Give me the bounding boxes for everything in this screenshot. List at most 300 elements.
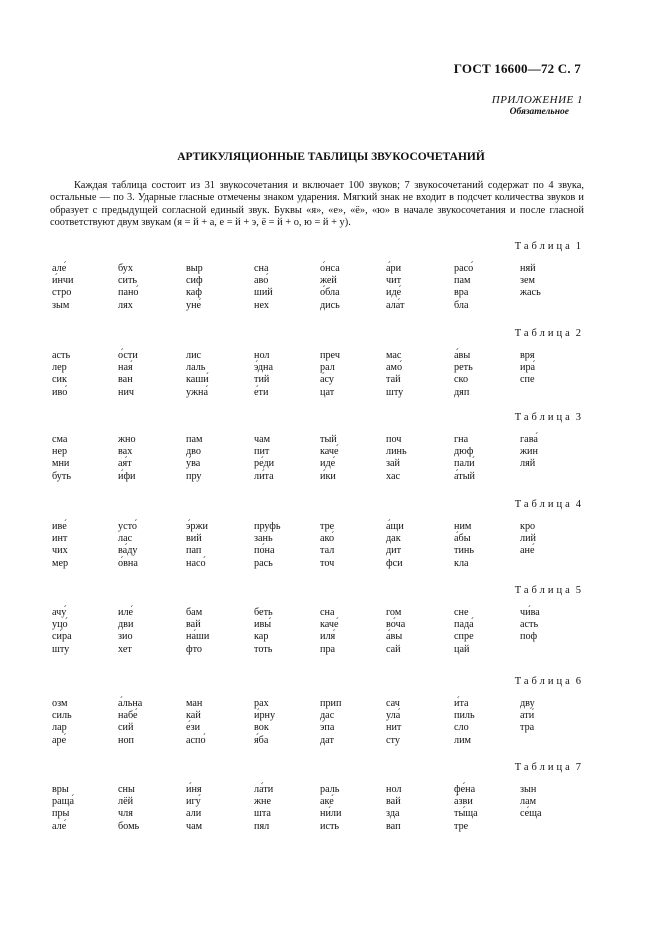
table-label [515, 328, 581, 339]
syllable-cell: асть [520, 619, 539, 631]
table-column [454, 434, 475, 483]
syllable-cell: сту [386, 734, 400, 746]
syllable-cell: чам [254, 434, 271, 445]
syllable-cell: набе́ [118, 710, 138, 722]
syllable-cell: иво́ [52, 386, 68, 398]
syllable-cell: рал [320, 362, 335, 374]
table-column [118, 607, 133, 656]
syllable-cell: чит [386, 275, 402, 287]
syllable-cell: мни [52, 458, 70, 470]
syllable-cell: цай [454, 643, 470, 655]
table-column [520, 434, 538, 471]
syllable-cell: сач [386, 698, 400, 709]
syllable-cell: и́ки [320, 470, 336, 482]
syllable-cell: чи́ва [520, 607, 540, 618]
syllable-cell: ший [254, 287, 273, 299]
syllable-cell: шту [52, 643, 70, 655]
syllable-cell: ная́ [118, 362, 133, 374]
syllable-cell: дат [320, 734, 334, 746]
table-column [254, 434, 274, 483]
syllable-cell: пано́ [118, 287, 139, 299]
appendix-subtitle: Обязательное [509, 107, 569, 117]
table-column [186, 350, 209, 399]
syllable-cell: ре́ди [254, 458, 275, 470]
syllable-cell: стро [52, 287, 72, 299]
syllable-cell: ноп [118, 734, 134, 746]
table-number: 3 [575, 412, 581, 423]
table-label [515, 241, 581, 252]
syllable-cell: ман [186, 698, 203, 709]
table-column [186, 784, 202, 833]
syllable-cell: раль [320, 784, 340, 795]
syllable-cell: поч [386, 434, 402, 445]
syllable-cell: сий [118, 722, 134, 734]
syllable-cell: о́нса [320, 263, 340, 274]
syllable-cell: мер [52, 557, 69, 569]
syllable-cell: уне́ [186, 299, 202, 311]
syllable-cell: и́ня [186, 784, 202, 795]
syllable-cell: раща́ [52, 796, 74, 808]
table-column [52, 263, 73, 312]
syllable-cell: э́ржи [186, 521, 208, 532]
syllable-cell: иве́ [52, 521, 67, 532]
syllable-cell: фси [386, 557, 403, 569]
syllable-cell: кро [520, 521, 536, 532]
syllable-cell: спе [520, 374, 535, 386]
syllable-cell: линь [386, 446, 407, 458]
syllable-cell: жин [520, 446, 538, 458]
syllable-cell: жась [520, 287, 541, 299]
table-column [254, 698, 275, 747]
syllable-cell: вра [454, 287, 469, 299]
table-column [320, 784, 341, 833]
syllable-cell: во́ча [386, 619, 406, 631]
syllable-cell: пял [254, 820, 270, 832]
syllable-table [0, 585, 662, 675]
syllable-cell: сло [454, 722, 469, 734]
syllable-cell: усто́ [118, 521, 138, 532]
syllable-cell: пада́ [454, 619, 474, 631]
table-number: 1 [575, 241, 581, 252]
table-column [52, 521, 68, 570]
table-column [52, 607, 72, 656]
syllable-cell: гом [386, 607, 402, 618]
syllable-cell: кла [454, 557, 469, 569]
syllable-cell: а́щи [386, 521, 404, 532]
syllable-cell: зай [386, 458, 400, 470]
syllable-cell: о́вна [118, 557, 138, 569]
table-column [520, 350, 535, 387]
syllable-cell: а́ри [386, 263, 402, 274]
syllable-cell: ане́ [520, 545, 535, 557]
syllable-cell: а́вы [386, 631, 403, 643]
syllable-cell: е́ти [254, 386, 269, 398]
syllable-cell: и́та [454, 698, 469, 709]
table-column [186, 434, 202, 483]
table-word: Таблица [514, 241, 573, 252]
syllable-cell: нол [386, 784, 402, 795]
syllable-cell: дись [320, 299, 340, 311]
syllable-cell: дву [520, 698, 535, 709]
syllable-cell: чих [52, 545, 68, 557]
syllable-cell: ты́ща [454, 808, 478, 820]
syllable-cell: вап [386, 820, 401, 832]
table-column [320, 350, 340, 399]
syllable-cell: по́на [254, 545, 275, 557]
table-column [320, 521, 334, 570]
syllable-cell: хас [386, 470, 401, 482]
syllable-cell: насо́ [186, 557, 206, 569]
table-column [118, 434, 136, 483]
syllable-cell: тре [320, 521, 335, 532]
syllable-cell: зио [118, 631, 133, 643]
syllable-cell: спре [454, 631, 474, 643]
syllable-cell: дак [386, 533, 401, 545]
syllable-cell: се́ща [520, 808, 542, 820]
syllable-cell: але́ [52, 820, 67, 832]
syllable-cell: а́тый [454, 470, 476, 482]
syllable-cell: нер [52, 446, 68, 458]
syllable-table [0, 412, 662, 502]
syllable-cell: вай [186, 619, 201, 631]
syllable-cell: пра [320, 643, 336, 655]
syllable-cell: а́льна [118, 698, 143, 709]
table-column [118, 698, 142, 747]
table-column [118, 521, 138, 570]
syllable-cell: вря [520, 350, 535, 361]
table-column [520, 607, 540, 644]
syllable-cell: а́бы [454, 533, 471, 545]
syllable-cell: лер [52, 362, 67, 374]
syllable-cell: гава́ [520, 434, 538, 445]
syllable-cell: силь [52, 710, 72, 722]
table-word: Таблица [514, 762, 573, 773]
syllable-cell: нит [386, 722, 402, 734]
syllable-cell: ати́ [520, 710, 535, 722]
syllable-cell: ва́ду [118, 545, 138, 557]
table-word: Таблица [514, 328, 573, 339]
syllable-cell: а́зви [454, 796, 473, 808]
syllable-cell: ним [454, 521, 472, 532]
syllable-cell: ула́ [386, 710, 401, 722]
syllable-cell: ая́т [118, 458, 132, 470]
syllable-cell: шта [254, 808, 271, 820]
syllable-cell: ивы́ [254, 619, 272, 631]
syllable-cell: си́ра [52, 631, 72, 643]
syllable-cell: озм [52, 698, 68, 709]
syllable-cell: жей [320, 275, 337, 287]
syllable-cell: на́ши [186, 631, 210, 643]
syllable-cell: пру [186, 470, 202, 482]
syllable-cell: сна [320, 607, 335, 618]
syllable-cell: аке́ [320, 796, 334, 808]
syllable-cell: тал [320, 545, 335, 557]
table-word: Таблица [514, 676, 573, 687]
syllable-cell: нол [254, 350, 270, 361]
table-column [520, 263, 541, 300]
syllable-cell: пры [52, 808, 70, 820]
table-column [254, 521, 281, 570]
syllable-cell: пиль [454, 710, 475, 722]
syllable-table [0, 499, 662, 589]
syllable-cell: уцо́ [52, 619, 68, 631]
table-column [454, 607, 474, 656]
syllable-cell: вах [118, 446, 133, 458]
syllable-cell: але́ [52, 263, 67, 274]
syllable-cell: и́фи [118, 470, 136, 482]
syllable-cell: зын [520, 784, 537, 795]
table-number: 2 [575, 328, 581, 339]
table-label [515, 676, 581, 687]
syllable-cell: нех [254, 299, 269, 311]
syllable-cell: точ [320, 557, 335, 569]
syllable-cell: жно [118, 434, 136, 445]
syllable-cell: ачу́ [52, 607, 67, 618]
syllable-table [0, 676, 662, 766]
syllable-cell: лас [118, 533, 133, 545]
table-column [186, 521, 208, 570]
table-word: Таблица [514, 499, 573, 510]
syllable-cell: вры [52, 784, 69, 795]
syllable-cell: прип [320, 698, 342, 709]
syllable-cell: сиф [186, 275, 203, 287]
syllable-cell: лис [186, 350, 202, 361]
syllable-cell: иле́ [118, 607, 134, 618]
syllable-cell: инт [52, 533, 68, 545]
table-column [520, 784, 542, 821]
table-column [186, 263, 203, 312]
syllable-cell: бам [186, 607, 203, 618]
syllable-cell: чля [118, 808, 133, 820]
syllable-cell: ла́ти [254, 784, 274, 795]
syllable-cell: лаль [186, 362, 206, 374]
syllable-cell: сай [386, 643, 401, 655]
syllable-cell: фто [186, 643, 203, 655]
syllable-cell: каче́ [320, 446, 339, 458]
syllable-cell: амо́ [386, 362, 403, 374]
table-column [520, 521, 536, 558]
table-word: Таблица [514, 412, 573, 423]
syllable-cell: лий [520, 533, 536, 545]
syllable-cell: реть [454, 362, 473, 374]
syllable-cell: бомь [118, 820, 140, 832]
table-column [320, 434, 339, 483]
syllable-cell: е́зи [186, 722, 201, 734]
syllable-cell: ужна́ [186, 386, 208, 398]
table-column [320, 263, 340, 312]
table-column [52, 784, 74, 833]
syllable-cell: расо́ [454, 263, 474, 274]
table-column [320, 607, 339, 656]
syllable-table [0, 762, 662, 852]
syllable-cell: выр [186, 263, 203, 274]
table-column [254, 350, 273, 399]
syllable-cell: тий [254, 374, 270, 386]
syllable-cell: ако́ [320, 533, 335, 545]
syllable-cell: дво [186, 446, 202, 458]
syllable-cell: и́рну [254, 710, 276, 722]
syllable-cell: ира́ [520, 362, 536, 374]
table-column [454, 698, 475, 747]
syllable-cell: сны [118, 784, 135, 795]
syllable-cell: асть [52, 350, 71, 361]
syllable-cell: ала́т [386, 299, 405, 311]
syllable-cell: иде́ [320, 458, 336, 470]
syllable-cell: дит [386, 545, 402, 557]
table-column [254, 784, 273, 833]
syllable-cell: пит [254, 446, 270, 458]
syllable-cell: преч [320, 350, 340, 361]
syllable-cell: пап [186, 545, 202, 557]
syllable-cell: зем [520, 275, 535, 287]
table-column [254, 607, 273, 656]
intro-paragraph: Каждая таблица состоит из 31 звукосочетания и включает 100 звуков; 7 звукосочетаний содержат по 4 звука, остальные — по 3. Ударные гласные отмечены знаком ударения. Мягкий знак не входит в подсчет количества звуков и образует с предыдущей согласной единый звук. Буквы «я», «е», «ё», «ю» в начале звукосочетания и после гласной соответствуют двум звукам (я = й + а, е = й + э, ё = й + о, ю = й + у). [50, 180, 584, 228]
table-column [386, 607, 405, 656]
syllable-cell: рах [254, 698, 269, 709]
syllable-cell: мас [386, 350, 402, 361]
syllable-cell: иля́ [320, 631, 336, 643]
syllable-cell: у́ва [186, 458, 201, 470]
syllable-cell: нич [118, 386, 135, 398]
table-number: 5 [575, 585, 581, 596]
syllable-cell: хет [118, 643, 132, 655]
syllable-cell: сма [52, 434, 68, 445]
syllable-cell: беть [254, 607, 273, 618]
table-label [515, 762, 581, 773]
syllable-cell: лам [520, 796, 537, 808]
syllable-cell: о́сти [118, 350, 138, 361]
syllable-cell: вай [386, 796, 401, 808]
table-number: 7 [575, 762, 581, 773]
syllable-cell: буть [52, 470, 71, 482]
syllable-cell: лёй [118, 796, 134, 808]
table-number: 4 [575, 499, 581, 510]
table-word: Таблица [514, 585, 573, 596]
table-column [254, 263, 273, 312]
table-column [52, 350, 70, 399]
syllable-cell: иде́ [386, 287, 402, 299]
table-column [52, 434, 71, 483]
syllable-cell: бла [454, 299, 469, 311]
syllable-cell: исть [320, 820, 340, 832]
syllable-cell: кай [186, 710, 201, 722]
syllable-cell: пам [454, 275, 471, 287]
syllable-cell: игу́ [186, 796, 201, 808]
syllable-cell: тинь [454, 545, 475, 557]
syllable-cell: э́па [320, 722, 335, 734]
syllable-cell: ляй [520, 458, 536, 470]
table-column [386, 784, 402, 833]
syllable-cell: лим [454, 734, 471, 746]
syllable-cell: чам [186, 820, 203, 832]
syllable-cell: зда [386, 808, 400, 820]
syllable-cell: пали́ [454, 458, 475, 470]
standard-header: ГОСТ 16600—72 С. 7 [453, 61, 581, 76]
table-column [118, 263, 139, 312]
syllable-cell: тра [520, 722, 535, 734]
syllable-cell: кар [254, 631, 269, 643]
syllable-cell: тре [454, 820, 469, 832]
syllable-cell: лар [52, 722, 67, 734]
syllable-cell: аспо́ [186, 734, 206, 746]
syllable-cell: и́нчи [52, 275, 74, 287]
syllable-cell: зым [52, 299, 70, 311]
syllable-cell: няй [520, 263, 536, 274]
table-column [320, 698, 341, 747]
syllable-cell: аре́ [52, 734, 67, 746]
syllable-table [0, 241, 662, 331]
syllable-cell: сик [52, 374, 67, 386]
syllable-cell: дас [320, 710, 335, 722]
syllable-cell: фе́на [454, 784, 476, 795]
syllable-cell: тоть [254, 643, 273, 655]
table-column [186, 607, 209, 656]
syllable-cell: я́ба [254, 734, 269, 746]
syllable-cell: шту [386, 386, 404, 398]
syllable-cell: каши́ [186, 374, 209, 386]
table-label [515, 499, 581, 510]
syllable-cell: пруфь [254, 521, 281, 532]
appendix-title: ПРИЛОЖЕНИЕ 1 [491, 94, 583, 106]
syllable-cell: вий [186, 533, 202, 545]
syllable-cell: каче́ [320, 619, 339, 631]
syllable-cell: гна [454, 434, 469, 445]
syllable-cell: а́су [320, 374, 335, 386]
syllable-cell: ли́та [254, 470, 274, 482]
syllable-cell: тай [386, 374, 401, 386]
table-column [118, 784, 139, 833]
syllable-cell: жне [254, 796, 272, 808]
syllable-cell: пам [186, 434, 203, 445]
syllable-cell: ни́ли [320, 808, 342, 820]
table-column [386, 263, 404, 312]
syllable-cell: поф [520, 631, 538, 643]
syllable-cell: аво́ [254, 275, 269, 287]
syllable-cell: вок [254, 722, 269, 734]
table-column [118, 350, 138, 399]
syllable-cell: а́вы [454, 350, 471, 361]
syllable-cell: бух [118, 263, 133, 274]
syllable-cell: ван [118, 374, 133, 386]
syllable-cell: али [186, 808, 202, 820]
table-column [386, 350, 403, 399]
table-column [454, 263, 473, 312]
syllable-table [0, 328, 662, 418]
syllable-cell: цат [320, 386, 335, 398]
table-column [52, 698, 72, 747]
syllable-cell: лях [118, 299, 133, 311]
syllable-cell: ско [454, 374, 469, 386]
table-label [515, 585, 581, 596]
table-column [454, 350, 473, 399]
syllable-cell: дюф [454, 446, 474, 458]
table-column [186, 698, 206, 747]
syllable-cell: рась [254, 557, 273, 569]
table-column [386, 434, 407, 483]
syllable-cell: тый [320, 434, 337, 445]
table-label [515, 412, 581, 423]
syllable-cell: дви [118, 619, 134, 631]
syllable-cell: э́дна [254, 362, 274, 374]
syllable-cell: дяп [454, 386, 470, 398]
syllable-cell: зань [254, 533, 273, 545]
table-column [454, 784, 478, 833]
table-column [386, 698, 401, 747]
appendix-label [492, 94, 583, 118]
table-column [520, 698, 535, 735]
table-number: 6 [575, 676, 581, 687]
document-title: АРТИКУЛЯЦИОННЫЕ ТАБЛИЦЫ ЗВУКОСОЧЕТАНИЙ [177, 151, 485, 163]
